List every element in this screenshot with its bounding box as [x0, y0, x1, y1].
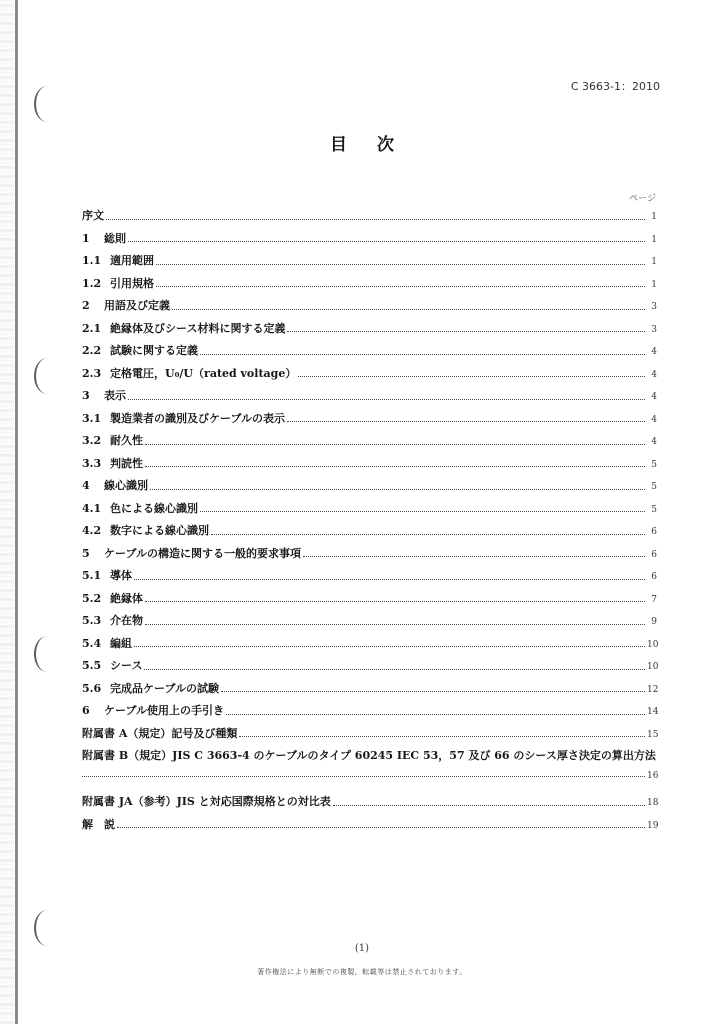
toc-entry[interactable] — [82, 205, 657, 228]
toc-entry-page: 5 — [651, 459, 657, 470]
toc-entry[interactable] — [82, 588, 657, 611]
toc-entry-page: 1 — [651, 234, 657, 245]
toc-entry-title: 編組 — [110, 636, 132, 650]
toc-entry[interactable] — [82, 565, 657, 588]
toc-entry[interactable] — [82, 363, 657, 386]
toc-entry[interactable] — [82, 408, 657, 431]
toc-entry-page: 16 — [647, 771, 659, 781]
toc-leader — [134, 579, 645, 580]
toc-entry[interactable] — [82, 475, 657, 498]
toc-entry-title: 引用規格 — [110, 276, 154, 290]
toc-entry-title: 附属書 B（規定）JIS C 3663-4 のケーブルのタイプ 60245 IEC 53，57 及び 66 のシース厚さ決定の算出方法 — [82, 749, 656, 762]
toc-entry-number: 5.3 — [82, 614, 102, 627]
toc-leader — [128, 399, 645, 400]
toc-entry-title: 附属書 A（規定）記号及び種類 — [82, 726, 238, 740]
toc-entry-title: 線心識別 — [104, 479, 148, 492]
toc-entry-page: 4 — [651, 414, 657, 425]
toc-entry-title: 判読性 — [110, 456, 143, 470]
toc-leader — [211, 534, 645, 535]
toc-entry[interactable] — [82, 520, 657, 543]
toc-entry-page: 15 — [647, 729, 659, 740]
toc-entry-title: 総則 — [104, 231, 126, 245]
toc-entry[interactable] — [82, 250, 657, 273]
toc-entry-page: 4 — [651, 369, 657, 380]
toc-entry-number: 5.4 — [82, 636, 102, 650]
toc-entry-number: 2.2 — [82, 344, 102, 357]
toc-leader — [333, 805, 645, 806]
toc-entry-page: 3 — [651, 302, 657, 312]
toc-entry-number: 4.1 — [82, 501, 102, 515]
toc-entry-page: 1 — [651, 212, 657, 222]
toc-leader — [156, 286, 645, 287]
toc-entry-number: 5.5 — [82, 659, 102, 672]
toc-entry-title: シース — [110, 659, 143, 672]
toc-leader — [172, 309, 645, 310]
toc-leader — [200, 511, 645, 512]
toc-leader — [145, 466, 645, 467]
toc-leader — [82, 776, 645, 777]
toc-entry-number: 2.1 — [82, 321, 102, 335]
toc-leader — [117, 827, 645, 828]
page-title: 目 次 — [330, 135, 406, 155]
copyright-notice: 著作権法により無断での複製，転載等は禁止されております。 — [257, 968, 467, 976]
toc-entry-title: 色による線心識別 — [110, 501, 198, 515]
toc-entry-page: 7 — [651, 594, 657, 605]
toc-leader — [106, 219, 645, 220]
toc-entry-page: 5 — [651, 482, 657, 492]
toc-entry-number: 3.3 — [82, 456, 102, 470]
toc-entry-page: 10 — [647, 639, 659, 650]
toc-entry-page: 5 — [651, 504, 657, 515]
toc-entry-title: 耐久性 — [110, 434, 143, 447]
toc-leader — [145, 624, 645, 625]
toc-entry[interactable] — [82, 340, 657, 363]
toc-entry-page: 19 — [647, 820, 659, 831]
toc-entry-page: 6 — [651, 527, 657, 537]
toc-entry[interactable] — [82, 700, 657, 723]
toc-entry[interactable] — [82, 228, 657, 251]
toc-leader — [145, 444, 645, 445]
toc-leader — [303, 556, 645, 557]
toc-entry-title: 製造業者の識別及びケーブルの表示 — [110, 411, 286, 425]
toc-entry-page: 1 — [651, 257, 657, 267]
toc-entry-annex-b[interactable] — [82, 745, 657, 785]
toc-leader — [226, 714, 645, 715]
toc-entry-page: 3 — [651, 324, 657, 335]
toc-entry-title: 導体 — [110, 569, 132, 582]
toc-entry-number: 6 — [82, 704, 90, 717]
toc-entry[interactable] — [82, 295, 657, 318]
toc-leader — [287, 331, 645, 332]
toc-entry-page: 6 — [651, 549, 657, 560]
toc-entry[interactable] — [82, 318, 657, 341]
toc-entry[interactable] — [82, 430, 657, 453]
punch-hole-3 — [34, 636, 60, 672]
toc-entry-number: 2 — [82, 299, 90, 312]
toc-entry-title: 数字による線心識別 — [110, 524, 209, 537]
toc-entry-title: 適用範囲 — [110, 254, 154, 267]
toc-entry-title: 絶縁体 — [110, 591, 143, 605]
table-of-contents — [82, 205, 657, 836]
toc-entry-page: 14 — [647, 707, 659, 717]
toc-entry-title: 絶縁体及びシース材料に関する定義 — [110, 321, 286, 335]
toc-leader — [134, 646, 645, 647]
toc-entry[interactable] — [82, 273, 657, 296]
toc-entry-title: 表示 — [104, 389, 126, 402]
toc-entry-title: 序文 — [82, 209, 104, 222]
toc-entry-page: 10 — [647, 662, 659, 672]
toc-entry-number: 4.2 — [82, 524, 102, 537]
punch-hole-4 — [34, 910, 60, 946]
toc-entry-title: 用語及び定義 — [104, 299, 170, 312]
toc-entry-title: ケーブル使用上の手引き — [104, 704, 225, 717]
toc-entry-number: 2.3 — [82, 366, 102, 380]
toc-leader — [156, 264, 645, 265]
toc-entry[interactable] — [82, 633, 657, 656]
toc-entry-number: 3 — [82, 389, 90, 402]
toc-entry[interactable] — [82, 610, 657, 633]
toc-leader — [128, 241, 645, 242]
toc-entry[interactable] — [82, 814, 657, 837]
toc-entry-number: 5 — [82, 546, 90, 560]
toc-entry-number: 4 — [82, 479, 90, 492]
footer-page-number: (1) — [354, 943, 370, 954]
toc-entry[interactable] — [82, 385, 657, 408]
toc-entry-number: 5.6 — [82, 681, 102, 695]
toc-entry[interactable] — [82, 791, 657, 814]
toc-tail-list — [82, 791, 657, 836]
toc-leader — [239, 736, 645, 737]
toc-entry-page: 18 — [647, 798, 659, 808]
toc-entry-number: 1 — [82, 231, 90, 245]
toc-entry-title: 定格電圧，U₀/U（rated voltage） — [110, 366, 297, 380]
toc-leader — [298, 376, 645, 377]
toc-leader — [221, 691, 645, 692]
toc-entry[interactable] — [82, 453, 657, 476]
toc-leader — [144, 669, 645, 670]
toc-entry-page: 9 — [651, 617, 657, 627]
toc-main-list — [82, 205, 657, 745]
toc-leader — [200, 354, 645, 355]
toc-entry-title: 介在物 — [110, 614, 143, 627]
document-code: C 3663-1：2010 — [570, 80, 660, 93]
toc-entry[interactable] — [82, 723, 657, 746]
toc-entry-page: 12 — [647, 684, 659, 695]
toc-entry[interactable] — [82, 655, 657, 678]
toc-entry-number: 5.1 — [82, 569, 102, 582]
toc-entry-number: 5.2 — [82, 591, 102, 605]
toc-leader — [287, 421, 645, 422]
toc-entry-page: 6 — [651, 572, 657, 582]
toc-leader — [145, 601, 645, 602]
toc-entry-title: 完成品ケーブルの試験 — [110, 681, 220, 695]
toc-entry-number: 3.1 — [82, 411, 102, 425]
page-column-label: ページ — [629, 194, 656, 204]
toc-entry-title: 解 説 — [82, 817, 115, 831]
toc-entry[interactable] — [82, 678, 657, 701]
toc-entry-page: 1 — [651, 279, 657, 290]
toc-entry-title: 附属書 JA（参考）JIS と対応国際規格との対比表 — [82, 795, 331, 808]
toc-entry-page: 4 — [651, 347, 657, 357]
toc-entry-title: 試験に関する定義 — [110, 344, 198, 357]
toc-entry[interactable] — [82, 543, 657, 566]
toc-entry-page: 4 — [651, 437, 657, 447]
toc-entry-page: 4 — [651, 392, 657, 402]
toc-entry-number: 3.2 — [82, 434, 102, 447]
toc-leader — [150, 489, 645, 490]
punch-hole-2 — [34, 358, 60, 394]
toc-entry[interactable] — [82, 498, 657, 521]
toc-entry-number: 1.2 — [82, 276, 102, 290]
toc-entry-title: ケーブルの構造に関する一般的要求事項 — [104, 546, 302, 560]
punch-hole-1 — [34, 86, 60, 122]
toc-entry-number: 1.1 — [82, 254, 102, 267]
